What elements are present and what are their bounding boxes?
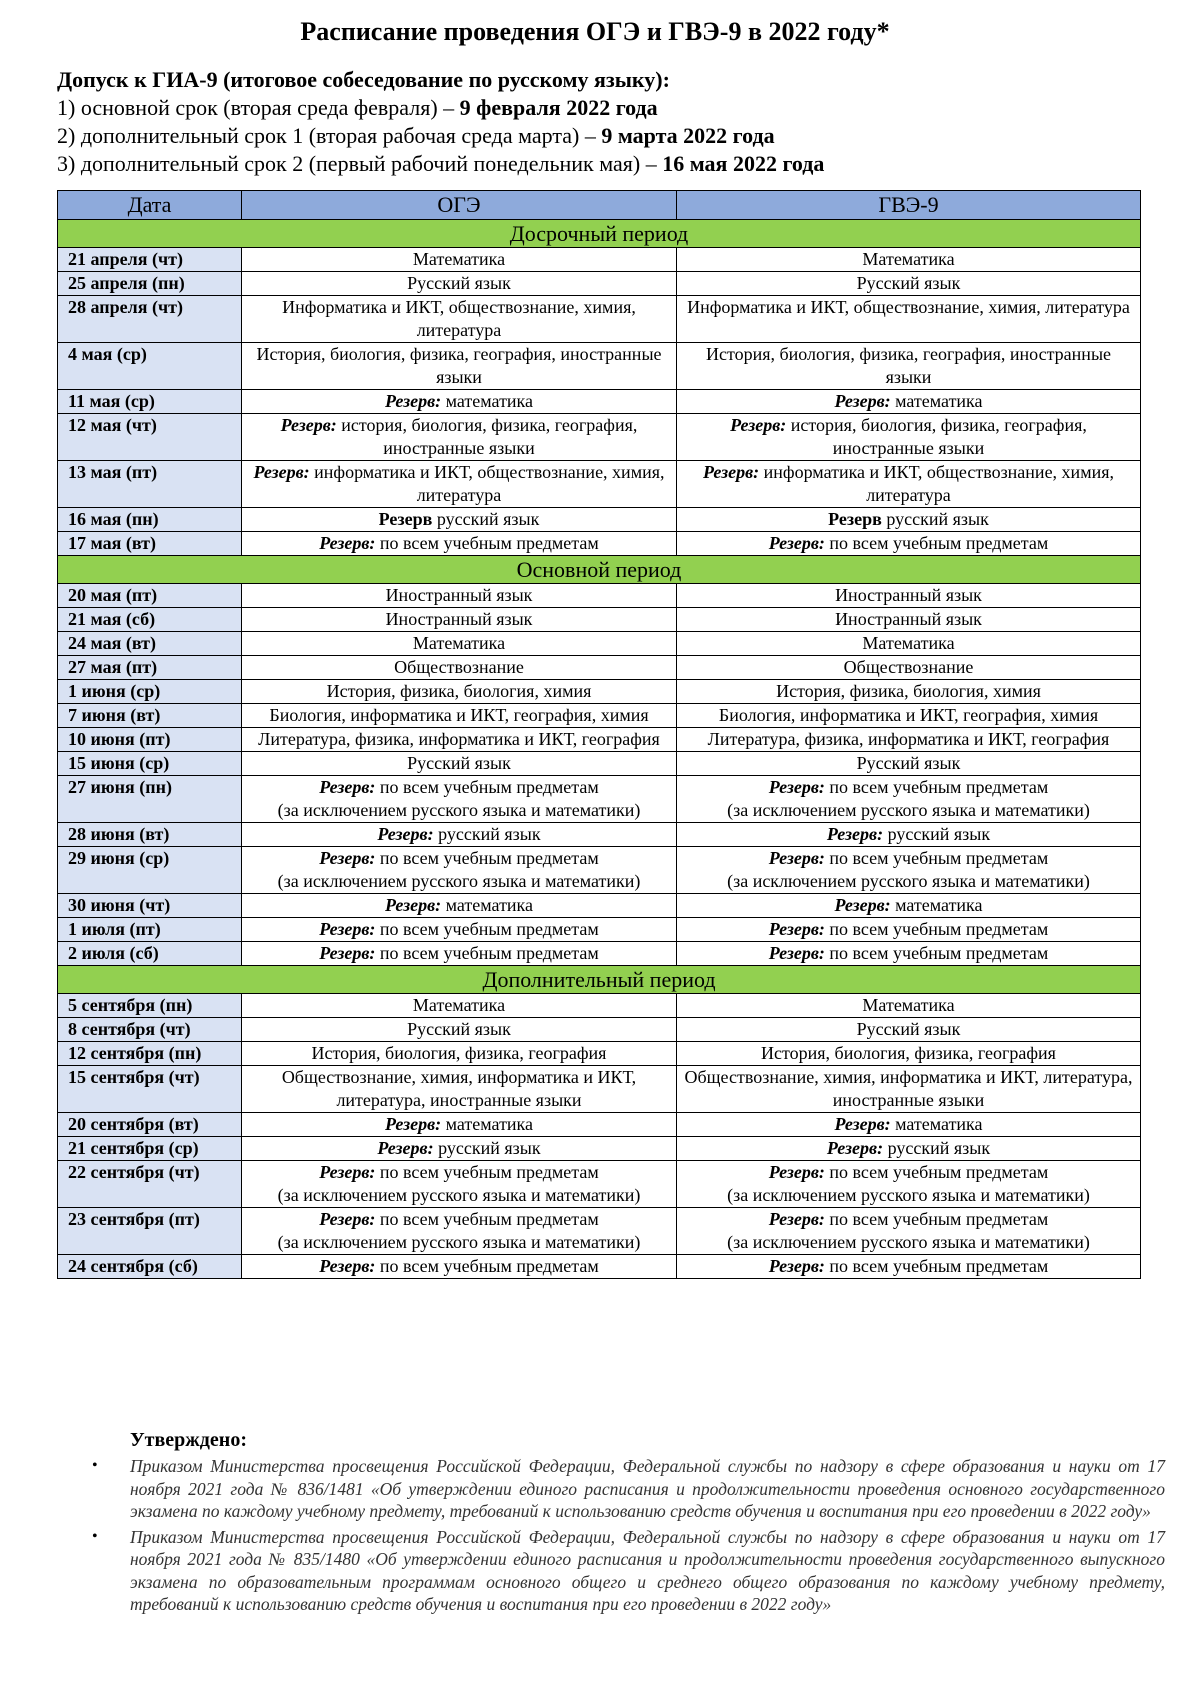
subject-text: по всем учебным предметам [379,919,599,939]
reserve-label: Резерв: [826,824,884,844]
period-title: Досрочный период [58,220,1141,248]
subject-text: русский язык [886,509,989,529]
gve-cell [677,584,1141,608]
date-cell: 15 сентября (чт) [58,1066,242,1113]
reserve-label: Резерв: [377,824,434,844]
reserve-label: Резерв: [702,462,760,482]
subject-text: история, биология, физика, география, иностранные языки [790,415,1087,458]
oge-cell [242,1255,677,1279]
table-row [58,704,1141,728]
header-date: Дата [58,191,242,220]
approval-order-text: Приказом Министерства просвещения Российской Федерации, Федеральной службы по надзору в сфере образования и науки от 17 ноября 2021 года № 836/1481 «Об утверждении единого расписания и продолжительности проведения основного государственного экзамена по каждому учебному предмету, требований к использованию средств обучения и воспитания при его проведении в 2022 году» [130,1456,1165,1521]
subject-text: Обществознание [394,657,524,677]
reserve-label: Резерв: [768,777,825,797]
page-title: Расписание проведения ОГЭ и ГВЭ-9 в 2022 году* [300,17,890,46]
date-cell: 5 сентября (пн) [58,994,242,1018]
table-row [58,994,1141,1018]
subject-text: История, биология, физика, география [311,1043,607,1063]
table-row [58,680,1141,704]
subject-text: математика [445,895,534,915]
oge-cell [242,632,677,656]
reserve-label: Резерв: [319,919,376,939]
table-row [58,823,1141,847]
subject-text: русский язык [887,824,991,844]
gve-cell [677,942,1141,966]
oge-cell [242,1113,677,1137]
admission-item [57,94,1137,122]
gve-cell [677,272,1141,296]
table-row [58,752,1141,776]
gve-cell [677,390,1141,414]
date-cell: 12 мая (чт) [58,414,242,461]
table-row [58,343,1141,390]
date-cell: 4 мая (ср) [58,343,242,390]
subject-text: по всем учебным предметам [379,777,599,797]
gve-cell [677,532,1141,556]
subject-text: Информатика и ИКТ, обществознание, химия, литература [687,297,1130,317]
gve-cell [677,847,1141,894]
subject-text: по всем учебным предметам [829,943,1049,963]
subject-text: Математика [862,249,955,269]
subject-text: информатика и ИКТ, обществознание, химия, литература [763,462,1114,505]
oge-cell [242,994,677,1018]
oge-cell [242,680,677,704]
table-row [58,1208,1141,1255]
oge-cell [242,584,677,608]
subject-text: Математика [412,633,506,653]
gve-cell [677,823,1141,847]
subject-text: математика [445,1114,534,1134]
subject-text: Математика [412,995,506,1015]
date-cell: 23 сентября (пт) [58,1208,242,1255]
gve-cell [677,508,1141,532]
subject-text: русский язык [438,1138,541,1158]
date-cell: 12 сентября (пн) [58,1042,242,1066]
oge-cell [242,248,677,272]
reserve-label: Резерв: [384,895,442,915]
subject-note: (за исключением русского языка и математики) [277,871,641,891]
oge-cell [242,918,677,942]
oge-cell [242,1066,677,1113]
oge-cell [242,1018,677,1042]
subject-text: Иностранный язык [385,585,533,605]
reserve-label: Резерв: [377,1138,434,1158]
table-header-row [58,191,1141,220]
table-row [58,656,1141,680]
date-cell: 2 июля (сб) [58,942,242,966]
subject-text: Литература, физика, информатика и ИКТ, география [707,729,1110,749]
oge-cell [242,1208,677,1255]
table-row [58,584,1141,608]
reserve-label: Резерв: [768,943,825,963]
subject-text: Математика [412,249,506,269]
table-row [58,776,1141,823]
table-row [58,942,1141,966]
gve-cell [677,752,1141,776]
subject-text: по всем учебным предметам [829,1162,1049,1182]
header-oge: ОГЭ [242,191,677,220]
approval-orders-list [90,1455,1165,1619]
table-row [58,1066,1141,1113]
subject-text: история, биология, физика, география, иностранные языки [341,415,638,458]
reserve-label: Резерв: [834,1114,891,1134]
oge-cell [242,608,677,632]
table-row [58,632,1141,656]
table-row [58,532,1141,556]
subject-text: математика [895,391,983,411]
table-row [58,1255,1141,1279]
oge-cell [242,343,677,390]
subject-text: математика [445,391,534,411]
date-cell: 8 сентября (чт) [58,1018,242,1042]
table-row [58,1137,1141,1161]
table-row [58,1113,1141,1137]
subject-text: Русский язык [856,1019,961,1039]
period-row [58,220,1141,248]
gve-cell [677,994,1141,1018]
oge-cell [242,461,677,508]
reserve-label: Резерв: [768,1162,825,1182]
subject-text: Русский язык [856,753,961,773]
gve-cell [677,343,1141,390]
subject-text: Математика [862,633,955,653]
date-cell: 1 июля (пт) [58,918,242,942]
subject-text: История, биология, физика, география, иностранные языки [256,344,662,387]
subject-text: Математика [862,995,955,1015]
table-row [58,272,1141,296]
oge-cell [242,704,677,728]
reserve-label: Резерв: [768,848,825,868]
date-cell: 20 мая (пт) [58,584,242,608]
subject-text: по всем учебным предметам [829,848,1049,868]
oge-cell [242,1137,677,1161]
reserve-label: Резерв: [826,1138,884,1158]
reserve-label: Резерв: [319,848,376,868]
oge-cell [242,508,677,532]
date-cell: 29 июня (ср) [58,847,242,894]
subject-text: Литература, физика, информатика и ИКТ, география [258,729,660,749]
bullet-icon: • [92,1527,98,1545]
gve-cell [677,1137,1141,1161]
reserve-label: Резерв: [319,1256,376,1276]
subject-note: (за исключением русского языка и математики) [727,1185,1090,1205]
subject-text: Биология, информатика и ИКТ, география, химия [269,705,649,725]
approval-order [92,1526,1165,1616]
subject-text: по всем учебным предметам [379,1209,599,1229]
table-row [58,1161,1141,1208]
date-cell: 24 мая (вт) [58,632,242,656]
reserve-label: Резерв: [768,1256,825,1276]
subject-text: История, биология, физика, география [761,1043,1056,1063]
reserve-label: Резерв: [319,777,376,797]
subject-text: информатика и ИКТ, обществознание, химия, литература [314,462,665,505]
admission-heading: Допуск к ГИА-9 (итоговое собеседование по русскому языку): [57,67,670,92]
oge-cell [242,656,677,680]
subject-note: (за исключением русского языка и математики) [727,1232,1090,1252]
date-cell: 17 мая (вт) [58,532,242,556]
date-cell: 22 сентября (чт) [58,1161,242,1208]
gve-cell [677,1066,1141,1113]
approval-order-text: Приказом Министерства просвещения Российской Федерации, Федеральной службы по надзору в сфере образования и науки от 17 ноября 2021 года № 835/1480 «Об утверждении единого расписания и продолжительности проведения государственного выпускного экзамена по образовательным программам основного общего и среднего общего образования по каждому учебному предмету, требований к использованию средств обучения и воспитания при его проведении в 2022 году» [130,1526,1165,1614]
date-cell: 11 мая (ср) [58,390,242,414]
date-cell: 28 июня (вт) [58,823,242,847]
oge-cell [242,532,677,556]
admission-item-date: 9 февраля 2022 года [459,95,658,120]
date-cell: 21 сентября (ср) [58,1137,242,1161]
subject-note: (за исключением русского языка и математики) [277,800,641,820]
date-cell: 13 мая (пт) [58,461,242,508]
oge-cell [242,390,677,414]
subject-text: Иностранный язык [835,609,982,629]
oge-cell [242,752,677,776]
subject-text: по всем учебным предметам [829,777,1049,797]
date-cell: 15 июня (ср) [58,752,242,776]
reserve-label: Резерв: [768,919,825,939]
table-row [58,894,1141,918]
gve-cell [677,1208,1141,1255]
table-row [58,390,1141,414]
oge-cell [242,1042,677,1066]
date-cell: 30 июня (чт) [58,894,242,918]
oge-cell [242,272,677,296]
reserve-label: Резерв: [319,1209,376,1229]
date-cell: 27 июня (пн) [58,776,242,823]
table-row [58,461,1141,508]
reserve-label: Резерв: [384,1114,442,1134]
subject-text: Биология, информатика и ИКТ, география, химия [718,705,1099,725]
subject-text: по всем учебным предметам [379,1162,599,1182]
reserve-label: Резерв [378,509,433,529]
bullet-icon: • [92,1457,98,1474]
subject-text: по всем учебным предметам [829,1256,1049,1276]
gve-cell [677,1113,1141,1137]
reserve-label: Резерв: [768,533,825,553]
gve-cell [677,296,1141,343]
table-row [58,608,1141,632]
gve-cell [677,704,1141,728]
gve-cell [677,1042,1141,1066]
oge-cell [242,1161,677,1208]
reserve-label: Резерв: [319,533,376,553]
subject-text: Русский язык [407,1019,511,1039]
period-row [58,556,1141,584]
reserve-label: Резерв: [319,1162,376,1182]
table-row [58,728,1141,752]
subject-text: математика [895,1114,983,1134]
date-cell: 24 сентября (сб) [58,1255,242,1279]
admission-item [57,122,1137,150]
oge-cell [242,894,677,918]
subject-note: (за исключением русского языка и математики) [727,871,1090,891]
reserve-label: Резерв: [834,895,891,915]
period-title: Основной период [58,556,1141,584]
gve-cell [677,728,1141,752]
gve-cell [677,248,1141,272]
table-row [58,918,1141,942]
subject-text: русский язык [438,824,541,844]
oge-cell [242,296,677,343]
subject-text: по всем учебным предметам [379,1256,599,1276]
date-cell: 20 сентября (вт) [58,1113,242,1137]
date-cell: 21 апреля (чт) [58,248,242,272]
subject-text: Обществознание, химия, информатика и ИКТ, литература, иностранные языки [684,1067,1133,1110]
admission-item-text: 3) дополнительный срок 2 (первый рабочий понедельник мая) – [57,151,663,176]
admission-item-date: 9 марта 2022 года [601,123,775,148]
admission-block [57,66,1137,178]
subject-text: Русский язык [407,753,511,773]
reserve-label: Резерв: [768,1209,825,1229]
subject-text: по всем учебным предметам [829,533,1049,553]
subject-text: Обществознание [843,657,974,677]
oge-cell [242,414,677,461]
gve-cell [677,918,1141,942]
approval-order [92,1455,1165,1523]
oge-cell [242,728,677,752]
gve-cell [677,1161,1141,1208]
oge-cell [242,847,677,894]
gve-cell [677,776,1141,823]
approved-heading: Утверждено: [130,1429,247,1451]
subject-text: Иностранный язык [835,585,982,605]
gve-cell [677,894,1141,918]
table-row [58,1018,1141,1042]
header-gve: ГВЭ-9 [677,191,1141,220]
subject-text: Информатика и ИКТ, обществознание, химия, литература [282,297,636,340]
date-cell: 1 июня (ср) [58,680,242,704]
subject-text: по всем учебным предметам [829,1209,1049,1229]
table-row [58,508,1141,532]
subject-text: по всем учебным предметам [379,943,599,963]
table-row [58,1042,1141,1066]
gve-cell [677,680,1141,704]
gve-cell [677,1018,1141,1042]
reserve-label: Резерв: [319,943,376,963]
subject-text: по всем учебным предметам [379,848,599,868]
date-cell: 16 мая (пн) [58,508,242,532]
subject-text: русский язык [887,1138,991,1158]
admission-item-text: 2) дополнительный срок 1 (вторая рабочая среда марта) – [57,123,602,148]
oge-cell [242,823,677,847]
admission-item-date: 16 мая 2022 года [662,151,825,176]
subject-text: математика [895,895,983,915]
oge-cell [242,942,677,966]
subject-text: по всем учебным предметам [829,919,1049,939]
date-cell: 25 апреля (пн) [58,272,242,296]
subject-note: (за исключением русского языка и математики) [727,800,1090,820]
schedule-body [58,220,1141,1279]
subject-text: русский язык [436,509,540,529]
admission-item-text: 1) основной срок (вторая среда февраля) – [57,95,460,120]
subject-text: История, биология, физика, география, иностранные языки [705,344,1112,387]
gve-cell [677,414,1141,461]
table-row [58,248,1141,272]
reserve-label: Резерв: [384,391,442,411]
gve-cell [677,608,1141,632]
oge-cell [242,776,677,823]
subject-text: Обществознание, химия, информатика и ИКТ, литература, иностранные языки [281,1067,637,1110]
period-row [58,966,1141,994]
period-title: Дополнительный период [58,966,1141,994]
reserve-label: Резерв: [730,415,787,435]
gve-cell [677,1255,1141,1279]
subject-text: История, физика, биология, химия [776,681,1041,701]
reserve-label: Резерв: [280,415,337,435]
reserve-label: Резерв: [253,462,310,482]
subject-text: Русский язык [856,273,961,293]
date-cell: 21 мая (сб) [58,608,242,632]
subject-text: История, физика, биология, химия [326,681,592,701]
table-row [58,296,1141,343]
subject-text: по всем учебным предметам [379,533,599,553]
subject-note: (за исключением русского языка и математики) [277,1185,641,1205]
subject-text: Иностранный язык [385,609,533,629]
date-cell: 27 мая (пт) [58,656,242,680]
date-cell: 28 апреля (чт) [58,296,242,343]
reserve-label: Резерв [828,509,882,529]
gve-cell [677,461,1141,508]
admission-item [57,150,1137,178]
table-row [58,414,1141,461]
date-cell: 7 июня (вт) [58,704,242,728]
gve-cell [677,632,1141,656]
subject-note: (за исключением русского языка и математики) [277,1232,641,1252]
table-row [58,847,1141,894]
date-cell: 10 июня (пт) [58,728,242,752]
reserve-label: Резерв: [834,391,891,411]
subject-text: Русский язык [407,273,511,293]
schedule-table [57,190,1141,1279]
gve-cell [677,656,1141,680]
